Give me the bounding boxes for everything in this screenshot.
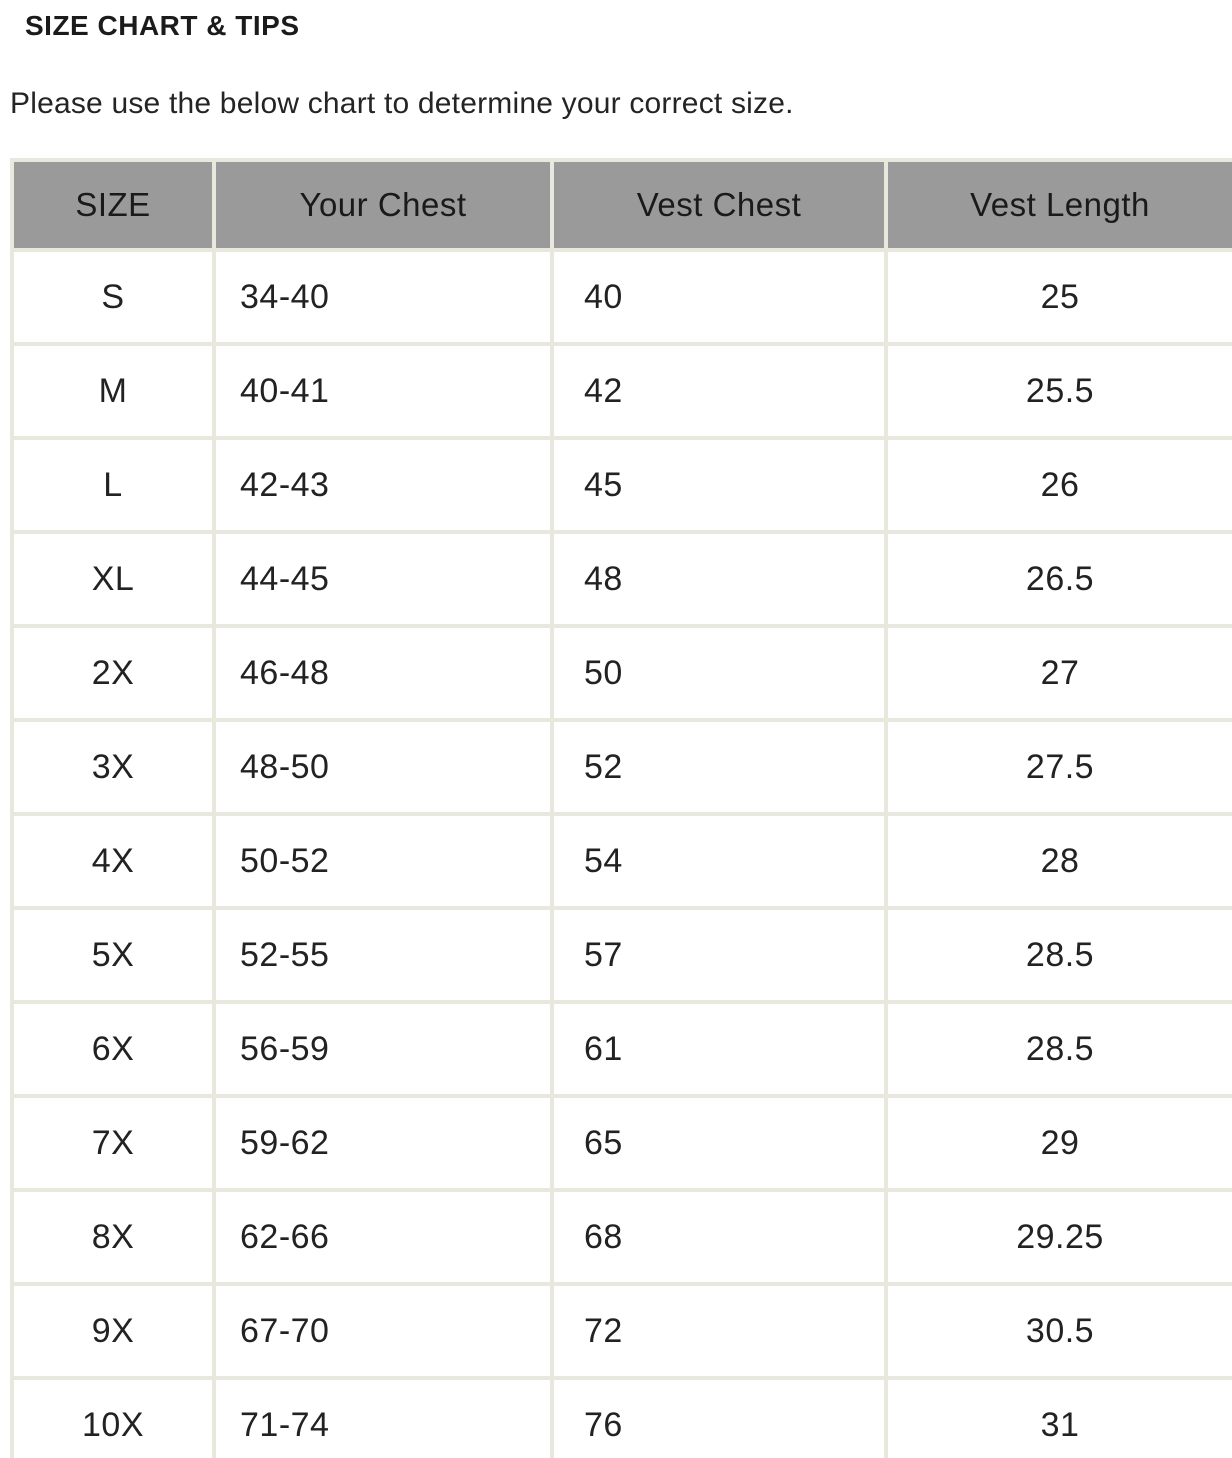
cell-size: 9X <box>12 1284 214 1378</box>
cell-vest-chest: 40 <box>552 250 886 344</box>
cell-vest-chest: 50 <box>552 626 886 720</box>
cell-vest-chest: 52 <box>552 720 886 814</box>
table-row-s <box>12 250 1232 344</box>
page-subtitle: Please use the below chart to determine your correct size. <box>10 87 794 120</box>
page-title: SIZE CHART & TIPS <box>25 10 300 41</box>
table-row-9x <box>12 1284 1232 1378</box>
size-chart-table <box>10 158 1232 1458</box>
cell-size: 5X <box>12 908 214 1002</box>
table-row-7x <box>12 1096 1232 1190</box>
table-row-3x <box>12 720 1232 814</box>
cell-vest-length: 29 <box>886 1096 1232 1190</box>
cell-size: S <box>12 250 214 344</box>
cell-vest-chest: 68 <box>552 1190 886 1284</box>
table-row-l <box>12 438 1232 532</box>
table-row-4x <box>12 814 1232 908</box>
cell-vest-length: 25.5 <box>886 344 1232 438</box>
cell-size: 6X <box>12 1002 214 1096</box>
table-row-5x <box>12 908 1232 1002</box>
table-row-6x <box>12 1002 1232 1096</box>
column-header-vest-length: Vest Length <box>886 160 1232 250</box>
cell-your-chest: 40-41 <box>214 344 552 438</box>
cell-your-chest: 59-62 <box>214 1096 552 1190</box>
cell-vest-chest: 48 <box>552 532 886 626</box>
column-header-vest-chest: Vest Chest <box>552 160 886 250</box>
cell-vest-chest: 57 <box>552 908 886 1002</box>
table-row-8x <box>12 1190 1232 1284</box>
cell-your-chest: 42-43 <box>214 438 552 532</box>
cell-vest-length: 28.5 <box>886 1002 1232 1096</box>
cell-vest-length: 26 <box>886 438 1232 532</box>
table-header-row <box>12 160 1232 250</box>
cell-size: 3X <box>12 720 214 814</box>
cell-your-chest: 48-50 <box>214 720 552 814</box>
cell-vest-length: 28 <box>886 814 1232 908</box>
cell-size: 7X <box>12 1096 214 1190</box>
cell-your-chest: 56-59 <box>214 1002 552 1096</box>
table-row-xl <box>12 532 1232 626</box>
cell-your-chest: 46-48 <box>214 626 552 720</box>
cell-vest-length: 27 <box>886 626 1232 720</box>
cell-your-chest: 34-40 <box>214 250 552 344</box>
table-row-2x <box>12 626 1232 720</box>
cell-vest-chest: 45 <box>552 438 886 532</box>
cell-vest-chest: 65 <box>552 1096 886 1190</box>
cell-size: 8X <box>12 1190 214 1284</box>
cell-vest-length: 25 <box>886 250 1232 344</box>
cell-size: XL <box>12 532 214 626</box>
cell-size: L <box>12 438 214 532</box>
cell-vest-chest: 72 <box>552 1284 886 1378</box>
cell-your-chest: 44-45 <box>214 532 552 626</box>
column-header-size: SIZE <box>12 160 214 250</box>
cell-your-chest: 71-74 <box>214 1378 552 1458</box>
cell-your-chest: 67-70 <box>214 1284 552 1378</box>
cell-vest-length: 31 <box>886 1378 1232 1458</box>
cell-your-chest: 62-66 <box>214 1190 552 1284</box>
cell-vest-length: 29.25 <box>886 1190 1232 1284</box>
cell-vest-chest: 76 <box>552 1378 886 1458</box>
cell-vest-chest: 42 <box>552 344 886 438</box>
table-row-m <box>12 344 1232 438</box>
cell-vest-length: 28.5 <box>886 908 1232 1002</box>
table-row-10x <box>12 1378 1232 1458</box>
cell-size: M <box>12 344 214 438</box>
cell-your-chest: 52-55 <box>214 908 552 1002</box>
cell-vest-chest: 61 <box>552 1002 886 1096</box>
cell-vest-length: 26.5 <box>886 532 1232 626</box>
column-header-your-chest: Your Chest <box>214 160 552 250</box>
cell-size: 2X <box>12 626 214 720</box>
cell-vest-chest: 54 <box>552 814 886 908</box>
cell-size: 4X <box>12 814 214 908</box>
cell-size: 10X <box>12 1378 214 1458</box>
cell-your-chest: 50-52 <box>214 814 552 908</box>
cell-vest-length: 30.5 <box>886 1284 1232 1378</box>
cell-vest-length: 27.5 <box>886 720 1232 814</box>
